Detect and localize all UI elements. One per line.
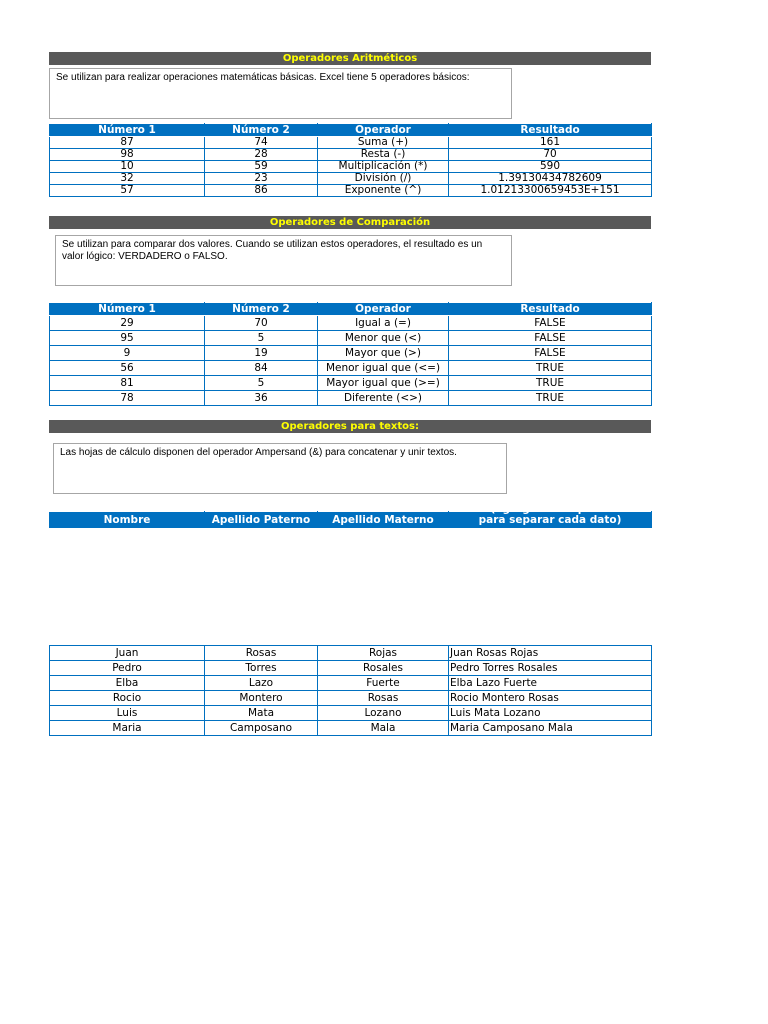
- cell[interactable]: 74: [205, 137, 318, 149]
- cell[interactable]: Juan Rosas Rojas: [449, 646, 652, 661]
- table-row: [50, 676, 652, 691]
- cell[interactable]: Menor igual que (<=): [318, 361, 449, 376]
- cell[interactable]: Juan: [50, 646, 205, 661]
- cell[interactable]: Elba: [50, 676, 205, 691]
- cell[interactable]: 1.01213300659453E+151: [449, 185, 652, 197]
- cell[interactable]: Pedro: [50, 661, 205, 676]
- cell[interactable]: 32: [50, 173, 205, 185]
- cell[interactable]: Diferente (<>): [318, 391, 449, 406]
- cell[interactable]: Lazo: [205, 676, 318, 691]
- cell[interactable]: FALSE: [449, 316, 652, 331]
- cell[interactable]: 95: [50, 331, 205, 346]
- text-section-title: Operadores para textos:: [49, 420, 651, 433]
- cell[interactable]: 10: [50, 161, 205, 173]
- cell[interactable]: 23: [205, 173, 318, 185]
- arith-table: [49, 123, 652, 197]
- table-row: [50, 721, 652, 736]
- col-header-apellido-paterno: Apellido Paterno: [205, 512, 318, 529]
- col-header-concatenado-line2: para separar cada dato): [478, 514, 622, 526]
- cell[interactable]: División (/): [318, 173, 449, 185]
- cell[interactable]: 28: [205, 149, 318, 161]
- arith-section-title: Operadores Aritméticos: [49, 52, 651, 65]
- cell[interactable]: Rosas: [318, 691, 449, 706]
- compare-header-row: [50, 303, 652, 316]
- table-row: [50, 173, 652, 185]
- cell[interactable]: Multiplicación (*): [318, 161, 449, 173]
- col-header-operador: Operador: [318, 124, 449, 137]
- cell[interactable]: Pedro Torres Rosales: [449, 661, 652, 676]
- table-row: [50, 361, 652, 376]
- table-row: [50, 331, 652, 346]
- table-row: [50, 391, 652, 406]
- cell[interactable]: Rojas: [318, 646, 449, 661]
- cell[interactable]: 5: [205, 376, 318, 391]
- compare-note: Se utilizan para comparar dos valores. Cuando se utilizan estos operadores, el resultado es un valor lógico: VERDADERO o FALSO.: [55, 235, 512, 286]
- cell[interactable]: TRUE: [449, 361, 652, 376]
- arith-note: Se utilizan para realizar operaciones matemáticas básicas. Excel tiene 5 operadores básicos:: [49, 68, 512, 119]
- cell[interactable]: Exponente (^): [318, 185, 449, 197]
- col-header-concatenado-text: [449, 504, 651, 526]
- cell[interactable]: Rosas: [205, 646, 318, 661]
- cell[interactable]: Montero: [205, 691, 318, 706]
- cell[interactable]: Suma (+): [318, 137, 449, 149]
- cell[interactable]: 70: [449, 149, 652, 161]
- table-row: [50, 691, 652, 706]
- cell[interactable]: Luis: [50, 706, 205, 721]
- cell[interactable]: 57: [50, 185, 205, 197]
- col-header-resultado: Resultado: [449, 124, 652, 137]
- cell[interactable]: 161: [449, 137, 652, 149]
- cell[interactable]: 5: [205, 331, 318, 346]
- table-row: [50, 646, 652, 661]
- col-header-concatenado: [449, 503, 652, 529]
- cell[interactable]: 81: [50, 376, 205, 391]
- text-note: Las hojas de cálculo disponen del operador Ampersand (&) para concatenar y unir textos.: [53, 443, 507, 494]
- cell[interactable]: Fuerte: [318, 676, 449, 691]
- cell[interactable]: 86: [205, 185, 318, 197]
- cell[interactable]: 87: [50, 137, 205, 149]
- table-row: [50, 161, 652, 173]
- cell[interactable]: Menor que (<): [318, 331, 449, 346]
- col-header-numero2: Número 2: [205, 303, 318, 316]
- cell[interactable]: Igual a (=): [318, 316, 449, 331]
- table-row: [50, 316, 652, 331]
- col-header-apellido-materno: Apellido Materno: [318, 512, 449, 529]
- col-header-nombre: Nombre: [50, 512, 205, 529]
- table-row: [50, 661, 652, 676]
- cell[interactable]: TRUE: [449, 376, 652, 391]
- cell[interactable]: 590: [449, 161, 652, 173]
- arith-header-row: [50, 124, 652, 137]
- cell[interactable]: Resta (-): [318, 149, 449, 161]
- cell[interactable]: TRUE: [449, 391, 652, 406]
- cell[interactable]: FALSE: [449, 331, 652, 346]
- compare-section-title: Operadores de Comparación: [49, 216, 651, 229]
- table-row: [50, 137, 652, 149]
- cell[interactable]: Elba Lazo Fuerte: [449, 676, 652, 691]
- cell[interactable]: Mata: [205, 706, 318, 721]
- cell[interactable]: 36: [205, 391, 318, 406]
- cell[interactable]: Mayor que (>): [318, 346, 449, 361]
- cell[interactable]: Maria: [50, 721, 205, 736]
- cell[interactable]: Mala: [318, 721, 449, 736]
- cell[interactable]: Rocio: [50, 691, 205, 706]
- cell[interactable]: 59: [205, 161, 318, 173]
- table-row: [50, 376, 652, 391]
- text-table: [49, 645, 652, 736]
- cell[interactable]: 9: [50, 346, 205, 361]
- cell[interactable]: 98: [50, 149, 205, 161]
- cell[interactable]: Mayor igual que (>=): [318, 376, 449, 391]
- col-header-resultado: Resultado: [449, 303, 652, 316]
- cell[interactable]: 70: [205, 316, 318, 331]
- table-row: [50, 185, 652, 197]
- cell[interactable]: Torres: [205, 661, 318, 676]
- cell[interactable]: 1.39130434782609: [449, 173, 652, 185]
- cell[interactable]: 19: [205, 346, 318, 361]
- cell[interactable]: 56: [50, 361, 205, 376]
- cell[interactable]: Luis Mata Lozano: [449, 706, 652, 721]
- cell[interactable]: 84: [205, 361, 318, 376]
- text-header-table: [49, 503, 652, 529]
- cell[interactable]: Camposano: [205, 721, 318, 736]
- cell[interactable]: Rosales: [318, 661, 449, 676]
- col-header-operador: Operador: [318, 303, 449, 316]
- col-header-numero1: Número 1: [50, 124, 205, 137]
- compare-table: [49, 302, 652, 406]
- table-row: [50, 149, 652, 161]
- table-row: [50, 346, 652, 361]
- cell[interactable]: Lozano: [318, 706, 449, 721]
- text-header-row: [50, 512, 652, 529]
- col-header-numero2: Número 2: [205, 124, 318, 137]
- col-header-numero1: Número 1: [50, 303, 205, 316]
- cell[interactable]: 29: [50, 316, 205, 331]
- cell[interactable]: Rocio Montero Rosas: [449, 691, 652, 706]
- cell[interactable]: 78: [50, 391, 205, 406]
- cell[interactable]: FALSE: [449, 346, 652, 361]
- col-header-concatenado-line1: (agregar un espacio: [490, 503, 610, 515]
- table-row: [50, 706, 652, 721]
- cell[interactable]: Maria Camposano Mala: [449, 721, 652, 736]
